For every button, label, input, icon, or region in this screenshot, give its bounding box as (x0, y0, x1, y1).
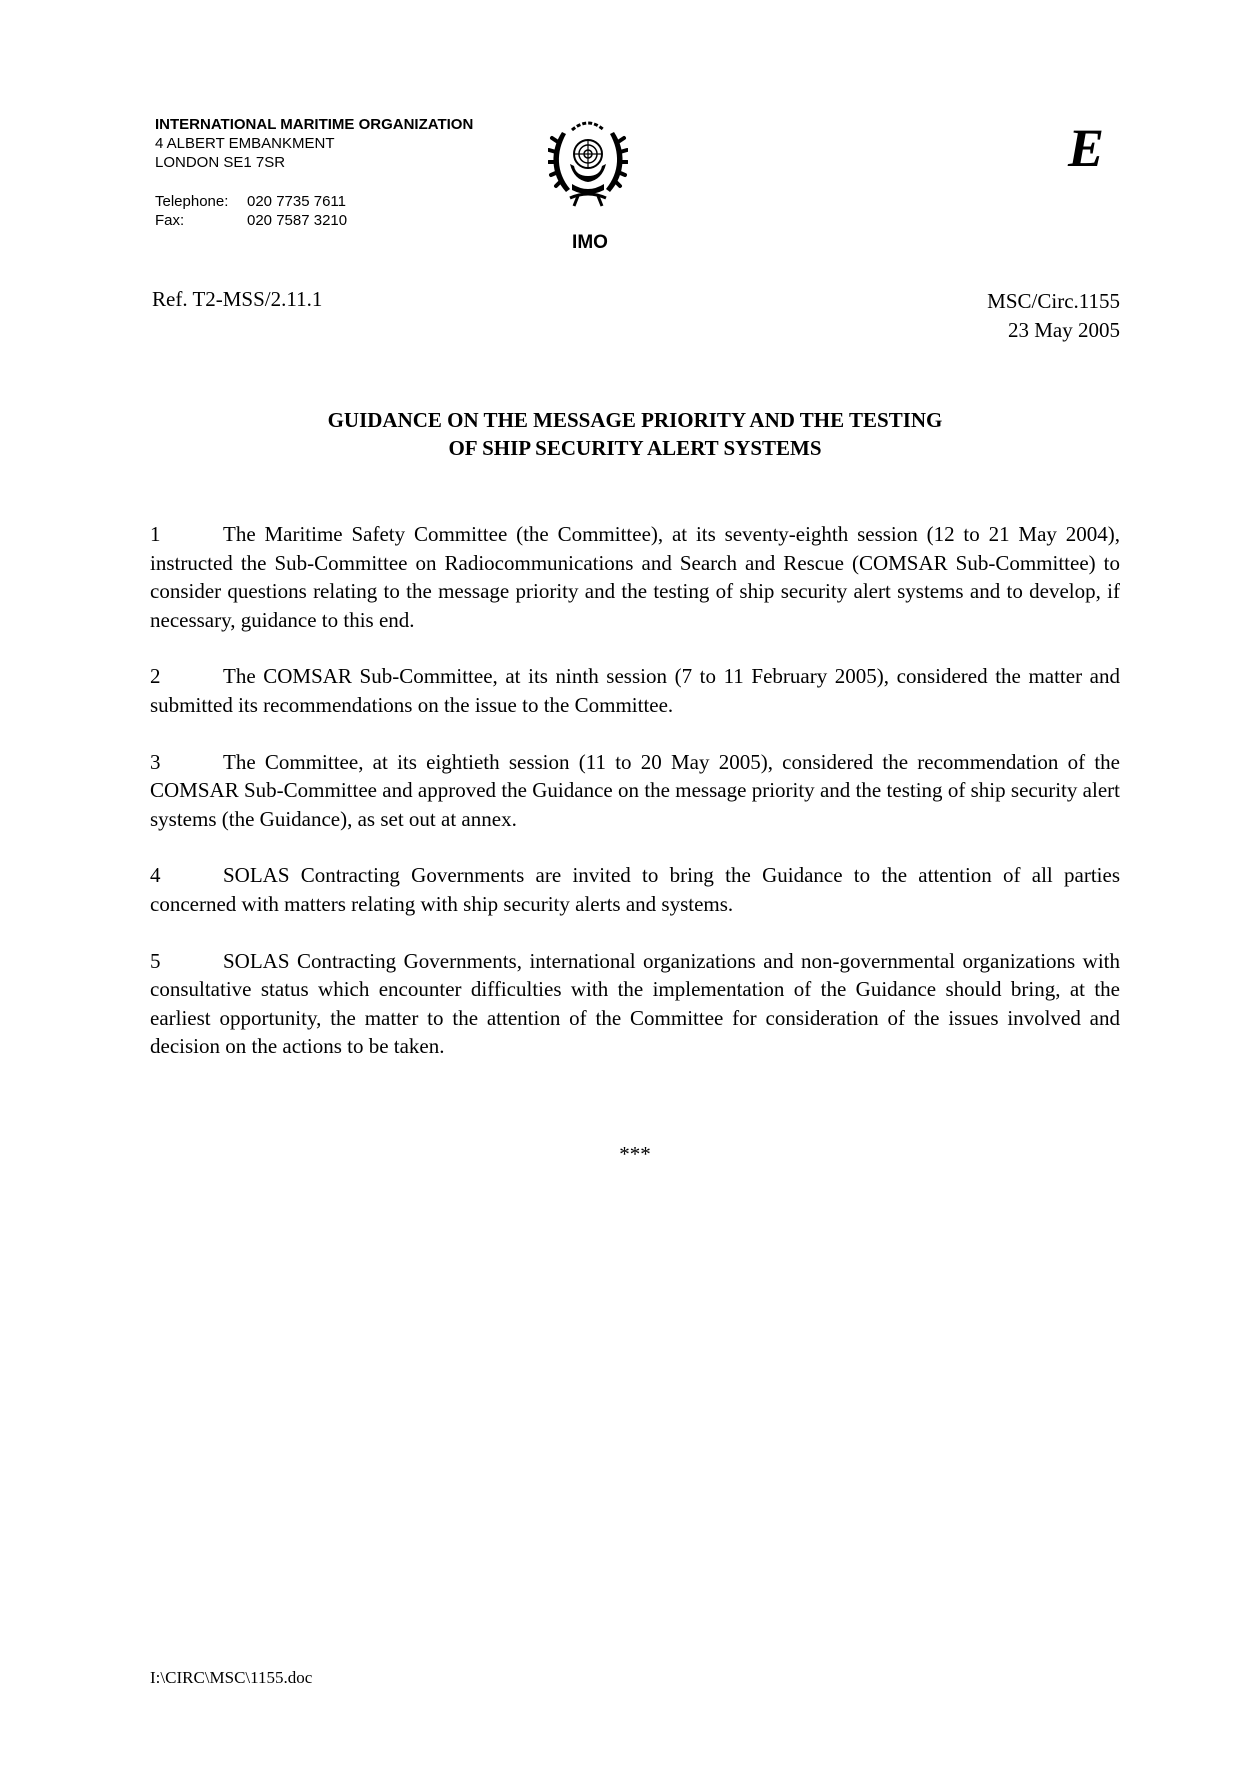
address-line: 4 ALBERT EMBANKMENT (155, 135, 335, 152)
document-title (150, 406, 1120, 462)
paragraph-number: 1 (150, 522, 161, 546)
reference-number: Ref. T2-MSS/2.11.1 (152, 287, 323, 311)
title-line-1: GUIDANCE ON THE MESSAGE PRIORITY AND THE TESTING (327, 408, 943, 432)
title-line-2: OF SHIP SECURITY ALERT SYSTEMS (448, 436, 822, 460)
imo-emblem-icon (548, 112, 628, 212)
paragraph (150, 861, 1120, 918)
paragraph (150, 662, 1120, 719)
paragraph-text: The Committee, at its eightieth session (11 to 20 May 2005), considered the recommendation of the COMSAR Sub-Committee and approved the Guidance on the message priority and the testing of ship security alert systems (the Guidance), as set out at annex. (150, 749, 1120, 831)
paragraph-number: 5 (150, 948, 161, 973)
paragraph-number: 4 (150, 863, 161, 888)
paragraph-text: SOLAS Contracting Governments are invited to bring the Guidance to the attention of all parties concerned with matters relating with ship security alerts and systems. (150, 863, 1120, 916)
fax-row (155, 211, 347, 230)
paragraph (150, 947, 1120, 1061)
address-line: LONDON SE1 7SR (155, 154, 286, 171)
fax-value: 020 7587 3210 (247, 212, 348, 229)
telephone-label: Telephone: (155, 193, 229, 210)
paragraph-number: 2 (150, 664, 161, 689)
paragraph-number: 3 (150, 749, 161, 774)
paragraph-text: SOLAS Contracting Governments, international organizations and non-governmental organizations with consultative status which encounter difficulties with the implementation of the Guidance should bring, at the earliest opportunity, the matter to the attention of the Committee for consideration of the issues involved and decision on the actions to be taken. (150, 948, 1120, 1059)
logo-caption: IMO (572, 232, 608, 253)
organization-block (155, 115, 473, 172)
contact-block (155, 192, 347, 230)
fax-label: Fax: (155, 212, 185, 229)
paragraph (150, 520, 1120, 634)
paragraph (150, 748, 1120, 834)
document-date: 23 May 2005 (1008, 318, 1120, 342)
telephone-value: 020 7735 7611 (247, 193, 346, 210)
telephone-row (155, 192, 347, 211)
circular-number: MSC/Circ.1155 (987, 289, 1120, 313)
circular-block (987, 287, 1120, 345)
organization-name: INTERNATIONAL MARITIME ORGANIZATION (155, 116, 474, 133)
paragraph-text: The COMSAR Sub-Committee, at its ninth session (7 to 11 February 2005), considered the matter and submitted its recommendations on the issue to the Committee. (150, 664, 1120, 717)
paragraph-text: The Maritime Safety Committee (the Committee), at its seventy-eighth session (12 to 21 May 2004), instructed the Sub-Committee on Radiocommunications and Search and Rescue (COMSAR Sub-Committee) to consider questions relating to the message priority and the testing of ship security alert systems and to develop, if necessary, guidance to this end. (150, 522, 1120, 632)
document-body (150, 520, 1120, 1089)
footer-file-path: I:\CIRC\MSC\1155.doc (150, 1668, 313, 1687)
language-code: E (1068, 118, 1105, 178)
end-marker: *** (619, 1142, 651, 1166)
